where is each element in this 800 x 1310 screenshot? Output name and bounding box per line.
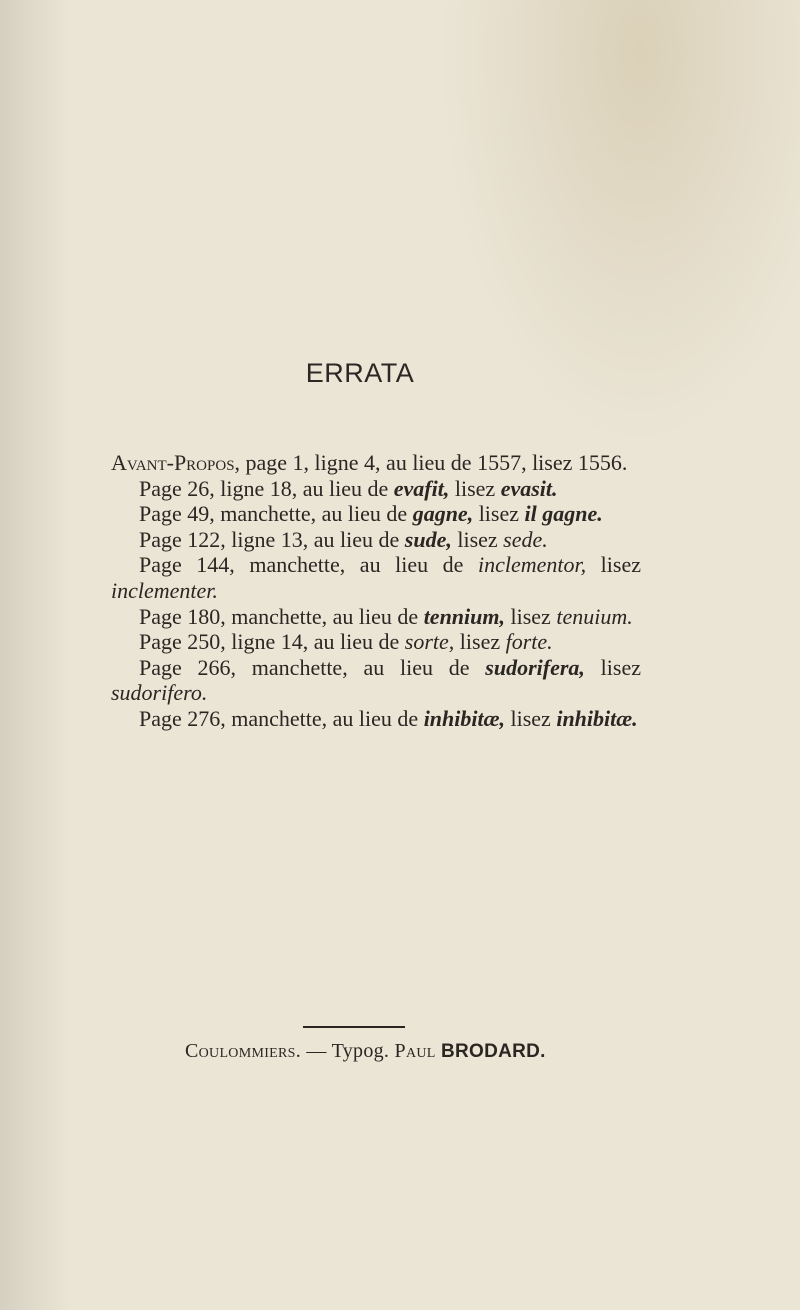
entry-mid: lisez (454, 629, 506, 655)
entry-text: Page 26, ligne 18, au lieu de (139, 475, 394, 501)
entry-right: tenuium. (556, 603, 633, 629)
entry-wrong: sude, (404, 526, 452, 552)
errata-list (111, 450, 641, 732)
errata-entry (111, 476, 641, 502)
entry-mid: lisez (449, 475, 501, 501)
errata-entry (111, 604, 641, 630)
entry-right: inclementer. (111, 577, 218, 603)
entry-text: Page 276, manchette, au lieu de (139, 705, 424, 731)
entry-mid: lisez (505, 603, 557, 629)
entry-text: Page 250, ligne 14, au lieu de (139, 629, 405, 655)
errata-title: ERRATA (305, 358, 415, 388)
printer-imprint (185, 1040, 546, 1063)
entry-wrong: sorte, (404, 629, 455, 655)
entry-text: Page 49, manchette, au lieu de (139, 501, 413, 527)
imprint-rule (303, 1026, 405, 1028)
entry-wrong: inhibitæ, (423, 705, 505, 731)
entry-wrong: inclementor, (477, 552, 587, 578)
entry-lead: Avant-Propos (111, 450, 235, 475)
entry-text: , page 1, ligne 4, au lieu de 1557, lisez 1556. (234, 450, 628, 475)
entry-right: evasit. (500, 475, 558, 501)
errata-entry (111, 450, 641, 476)
entry-wrong: tennium, (423, 603, 505, 629)
entry-text: Page 144, manchette, au lieu de (139, 552, 478, 578)
entry-wrong: gagne, (412, 501, 474, 527)
entry-mid: lisez (586, 552, 641, 578)
entry-text: Page 180, manchette, au lieu de (139, 603, 424, 629)
entry-text: Page 266, manchette, au lieu de (139, 654, 486, 680)
entry-mid: lisez (451, 526, 504, 552)
errata-entry (111, 552, 641, 603)
entry-mid: lisez (473, 501, 525, 527)
entry-right: il gagne. (524, 501, 603, 527)
errata-entry (111, 629, 641, 655)
errata-entry (111, 527, 641, 553)
imprint-first-name: Paul (394, 1040, 436, 1062)
imprint-city: Coulommiers. (185, 1040, 302, 1062)
entry-right: forte. (505, 629, 553, 655)
errata-entry (111, 501, 641, 527)
entry-wrong: sudorifera, (485, 654, 585, 680)
imprint-dash: — Typog. (301, 1040, 395, 1062)
entry-right: inhibitæ. (556, 705, 638, 731)
imprint-last-name: BRODARD. (440, 1041, 546, 1062)
entry-mid: lisez (584, 654, 641, 680)
entry-mid: lisez (505, 705, 557, 731)
entry-text: Page 122, ligne 13, au lieu de (139, 526, 405, 552)
entry-wrong: evafit, (393, 475, 450, 501)
entry-right: sudorifero. (111, 680, 208, 706)
errata-entry (111, 655, 641, 706)
errata-entry (111, 706, 641, 732)
entry-right: sede. (503, 526, 548, 552)
